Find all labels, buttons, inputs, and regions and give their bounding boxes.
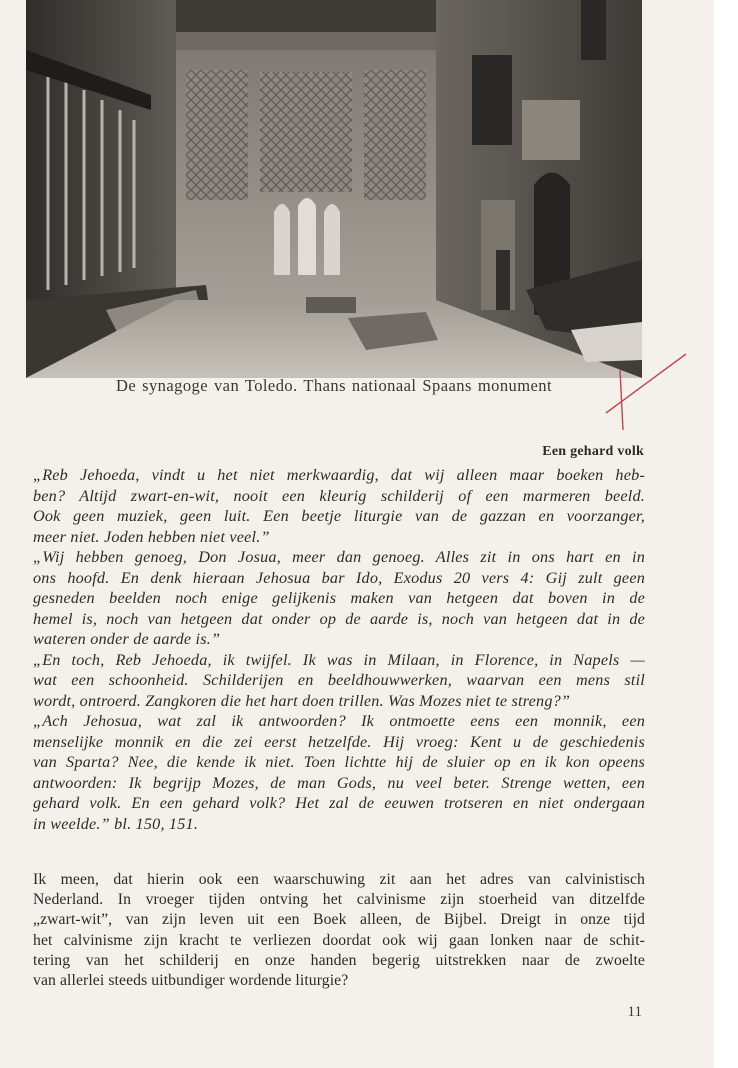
photo-caption: De synagoge van Toledo. Thans nationaal Spaans monument — [115, 376, 553, 395]
dialogue-line: „En toch, Reb Jehoeda, ik twijfel. Ik was in Milaan, in Florence, in Napels — — [33, 650, 645, 669]
synagogue-photo — [26, 0, 642, 378]
dialogue-line: meer niet. Joden hebben niet veel.” — [33, 527, 270, 546]
dialogue-line: antwoorden: Ik begrijp Mozes, de man Gods, nu veel beter. Strenge wetten, een — [33, 773, 645, 792]
dialogue-line: wordt, ontroerd. Zangkoren die het hart doen trillen. Was Mozes niet te streng?” — [33, 691, 571, 710]
dialogue-line: wat een schoonheid. Schilderijen en beeldhouwwerken, waarvan een mens stil — [33, 671, 645, 689]
paragraph-line: „zwart-wit”, van zijn leven uit een Boek alleen, de Bijbel. Dreigt in onze tijd — [33, 911, 645, 929]
dialogue-line: ben? Altijd zwart-en-wit, nooit een kleurig schilderij of een marmeren beeld. — [33, 486, 645, 505]
dialogue-line: van Sparta? Nee, die kende ik niet. Toen lichtte hij de sluier op en ik kon opeens — [33, 753, 645, 771]
commentary-paragraph — [33, 870, 645, 991]
paragraph-line: tering van het schilderij en onze handen begerig uitstrekken naar de zwoelte — [33, 951, 645, 969]
page-number: 11 — [627, 1004, 642, 1020]
dialogue-line: wateren onder de aarde is.” — [33, 630, 221, 648]
pencil-annotation-mark — [600, 350, 700, 440]
dialogue-line: gesneden beelden noch enige gelijkenis maken van hetgeen dat boven in de — [33, 589, 645, 607]
paragraph-line: het calvinisme zijn kracht te verliezen doordat ook wij gaan lonken naar de schit- — [33, 931, 645, 949]
synagogue-photo-image — [26, 0, 642, 378]
dialogue-line: hemel is, noch van hetgeen dat onder op de aarde is, noch van hetgeen dat in de — [33, 609, 645, 628]
dialogue-line: in weelde.” bl. 150, 151. — [33, 814, 199, 833]
dialogue-line: gehard volk. En een gehard volk? Het zal de eeuwen trotseren en niet ondergaan — [33, 794, 645, 812]
paragraph-line: Nederland. In vroeger tijden ontving het calvinisme zijn stoerheid van ditzelfde — [33, 891, 645, 909]
dialogue-line: ons hoofd. En denk hieraan Jehosua bar Ido, Exodus 20 vers 4: Gij zult geen — [33, 568, 645, 587]
dialogue-line: „Reb Jehoeda, vindt u het niet merkwaardig, dat wij alleen maar boeken heb- — [33, 466, 645, 484]
section-heading: Een gehard volk — [542, 444, 644, 459]
paragraph-line: van allerlei steeds uitbundiger wordende liturgie? — [33, 972, 349, 990]
paragraph-line: Ik meen, dat hierin ook een waarschuwing zit aan het adres van calvinistisch — [33, 871, 645, 888]
dialogue-line: Ook geen muziek, geen luit. Een beetje liturgie van de gazzan en voorzanger, — [33, 507, 645, 525]
pencil-stroke-diagonal — [606, 354, 686, 413]
dialogue-line: menselijke monnik en die zei eerst hetzelfde. Hij vroeg: Kent u de geschiedenis — [33, 732, 645, 751]
dialogue-passage — [33, 465, 645, 834]
dialogue-line: „Ach Jehosua, wat zal ik antwoorden? Ik ontmoette eens een monnik, een — [33, 712, 645, 730]
dialogue-line: „Wij hebben genoeg, Don Josua, meer dan genoeg. Alles zit in ons hart en in — [33, 548, 645, 566]
